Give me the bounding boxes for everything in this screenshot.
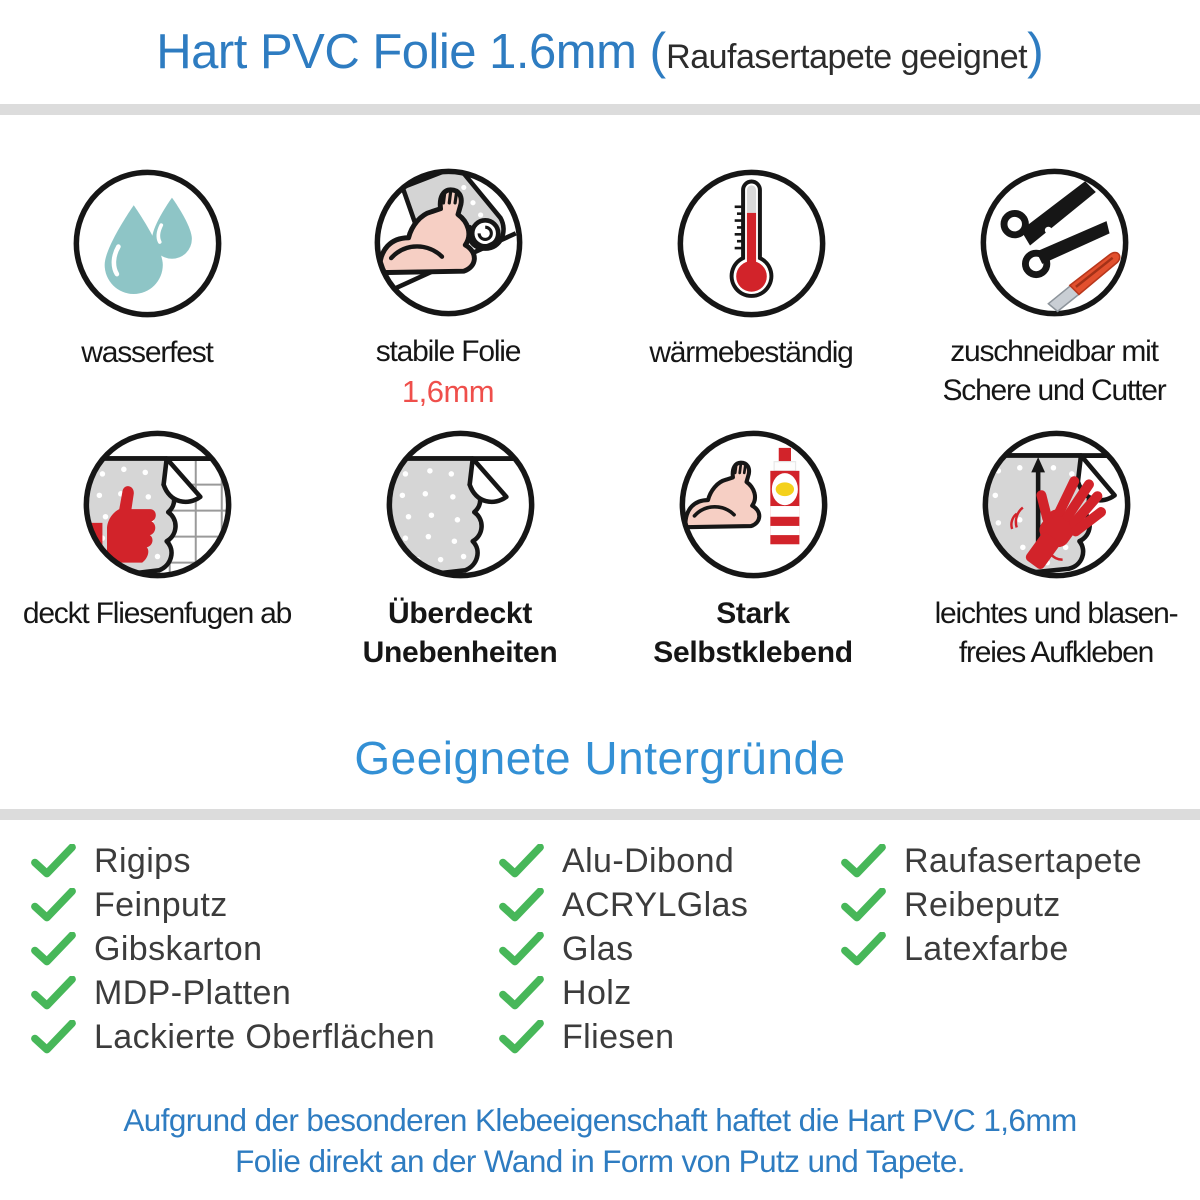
substrate-label: Lackierte Oberflächen	[94, 1018, 436, 1056]
check-icon	[30, 888, 77, 923]
substrate-label: Alu-Dibond	[562, 842, 735, 880]
page-title	[0, 22, 1200, 80]
substrate-label: ACRYLGlas	[562, 886, 749, 924]
feature-label-line2: Schere und Cutter	[942, 374, 1166, 407]
list-item	[498, 843, 748, 880]
substrate-label: Rigips	[94, 842, 191, 880]
list-item	[30, 1019, 435, 1056]
list-item	[498, 975, 748, 1012]
thermometer-icon	[675, 167, 828, 320]
check-icon	[498, 932, 545, 967]
feature-label-line2: Unebenheiten	[362, 636, 558, 669]
list-item	[498, 887, 748, 924]
feature-fliesenfugen	[2, 428, 312, 633]
divider-middle	[0, 809, 1200, 820]
divider-top	[0, 104, 1200, 115]
list-item	[498, 931, 748, 968]
feature-stabile-folie	[293, 166, 603, 410]
check-icon	[840, 932, 887, 967]
muscle-foil-icon	[372, 166, 525, 319]
footer-line-1: Aufgrund der besonderen Klebeeigenschaft haftet die Hart PVC 1,6mm	[123, 1102, 1077, 1138]
feature-aufkleben	[901, 428, 1200, 672]
check-icon	[840, 844, 887, 879]
list-item	[30, 975, 435, 1012]
feature-label-line2: Selbstklebend	[653, 636, 853, 669]
check-icon	[30, 932, 77, 967]
list-item	[840, 931, 1142, 968]
list-item	[498, 1019, 748, 1056]
title-main: Hart PVC Folie 1.6mm	[156, 25, 650, 79]
feature-label: deckt Fliesenfugen ab	[22, 597, 292, 630]
feature-unebenheiten	[305, 428, 615, 672]
feature-label: wärmebeständig	[649, 336, 853, 369]
substrate-column-1	[30, 843, 435, 1063]
list-item	[30, 931, 435, 968]
check-icon	[840, 888, 887, 923]
title-paren-close: )	[1027, 23, 1044, 79]
feature-label: wasserfest	[81, 336, 213, 369]
feature-zuschneidbar	[899, 166, 1200, 410]
check-icon	[30, 844, 77, 879]
substrate-column-3	[840, 843, 1142, 975]
feature-label: Stark	[716, 597, 790, 630]
footer-note	[0, 1100, 1200, 1182]
check-icon	[30, 976, 77, 1011]
list-item	[30, 843, 435, 880]
check-icon	[498, 1020, 545, 1055]
feature-label-line2: freies Aufkleben	[958, 636, 1154, 669]
substrate-label: Fliesen	[562, 1018, 675, 1056]
substrate-label: Holz	[562, 974, 632, 1012]
section-heading-untergruende: Geeignete Untergründe	[354, 732, 846, 784]
foil-peel-icon	[384, 428, 537, 581]
check-icon	[498, 844, 545, 879]
feature-wasserfest	[0, 167, 302, 372]
list-item	[840, 887, 1142, 924]
substrate-column-2	[498, 843, 748, 1063]
feature-label: stabile Folie	[375, 335, 521, 368]
feature-sublabel-thickness: 1,6mm	[401, 374, 495, 409]
muscle-glue-icon	[677, 428, 830, 581]
substrate-label: Reibeputz	[904, 886, 1061, 924]
hand-smooth-icon	[980, 428, 1133, 581]
check-icon	[498, 888, 545, 923]
title-paren-open: (	[649, 23, 667, 79]
feature-waermebestaendig	[596, 167, 906, 372]
tile-thumb-icon	[81, 428, 234, 581]
title-note: Raufasertapete geeignet	[666, 38, 1028, 76]
feature-selbstklebend	[598, 428, 908, 672]
list-item	[30, 887, 435, 924]
footer-line-2: Folie direkt an der Wand in Form von Putz und Tapete.	[235, 1143, 965, 1179]
list-item	[840, 843, 1142, 880]
substrate-label: Latexfarbe	[904, 930, 1069, 968]
check-icon	[30, 1020, 77, 1055]
check-icon	[498, 976, 545, 1011]
water-drops-icon	[71, 167, 224, 320]
feature-label: zuschneidbar mit	[950, 335, 1158, 368]
substrate-label: MDP-Platten	[94, 974, 292, 1012]
substrate-label: Raufasertapete	[904, 842, 1143, 880]
feature-label: Überdeckt	[387, 597, 533, 630]
feature-label: leichtes und blasen-	[934, 597, 1178, 630]
substrate-label: Gibskarton	[94, 930, 263, 968]
substrate-label: Feinputz	[94, 886, 228, 924]
scissors-cutter-icon	[978, 166, 1131, 319]
substrate-label: Glas	[562, 930, 634, 968]
